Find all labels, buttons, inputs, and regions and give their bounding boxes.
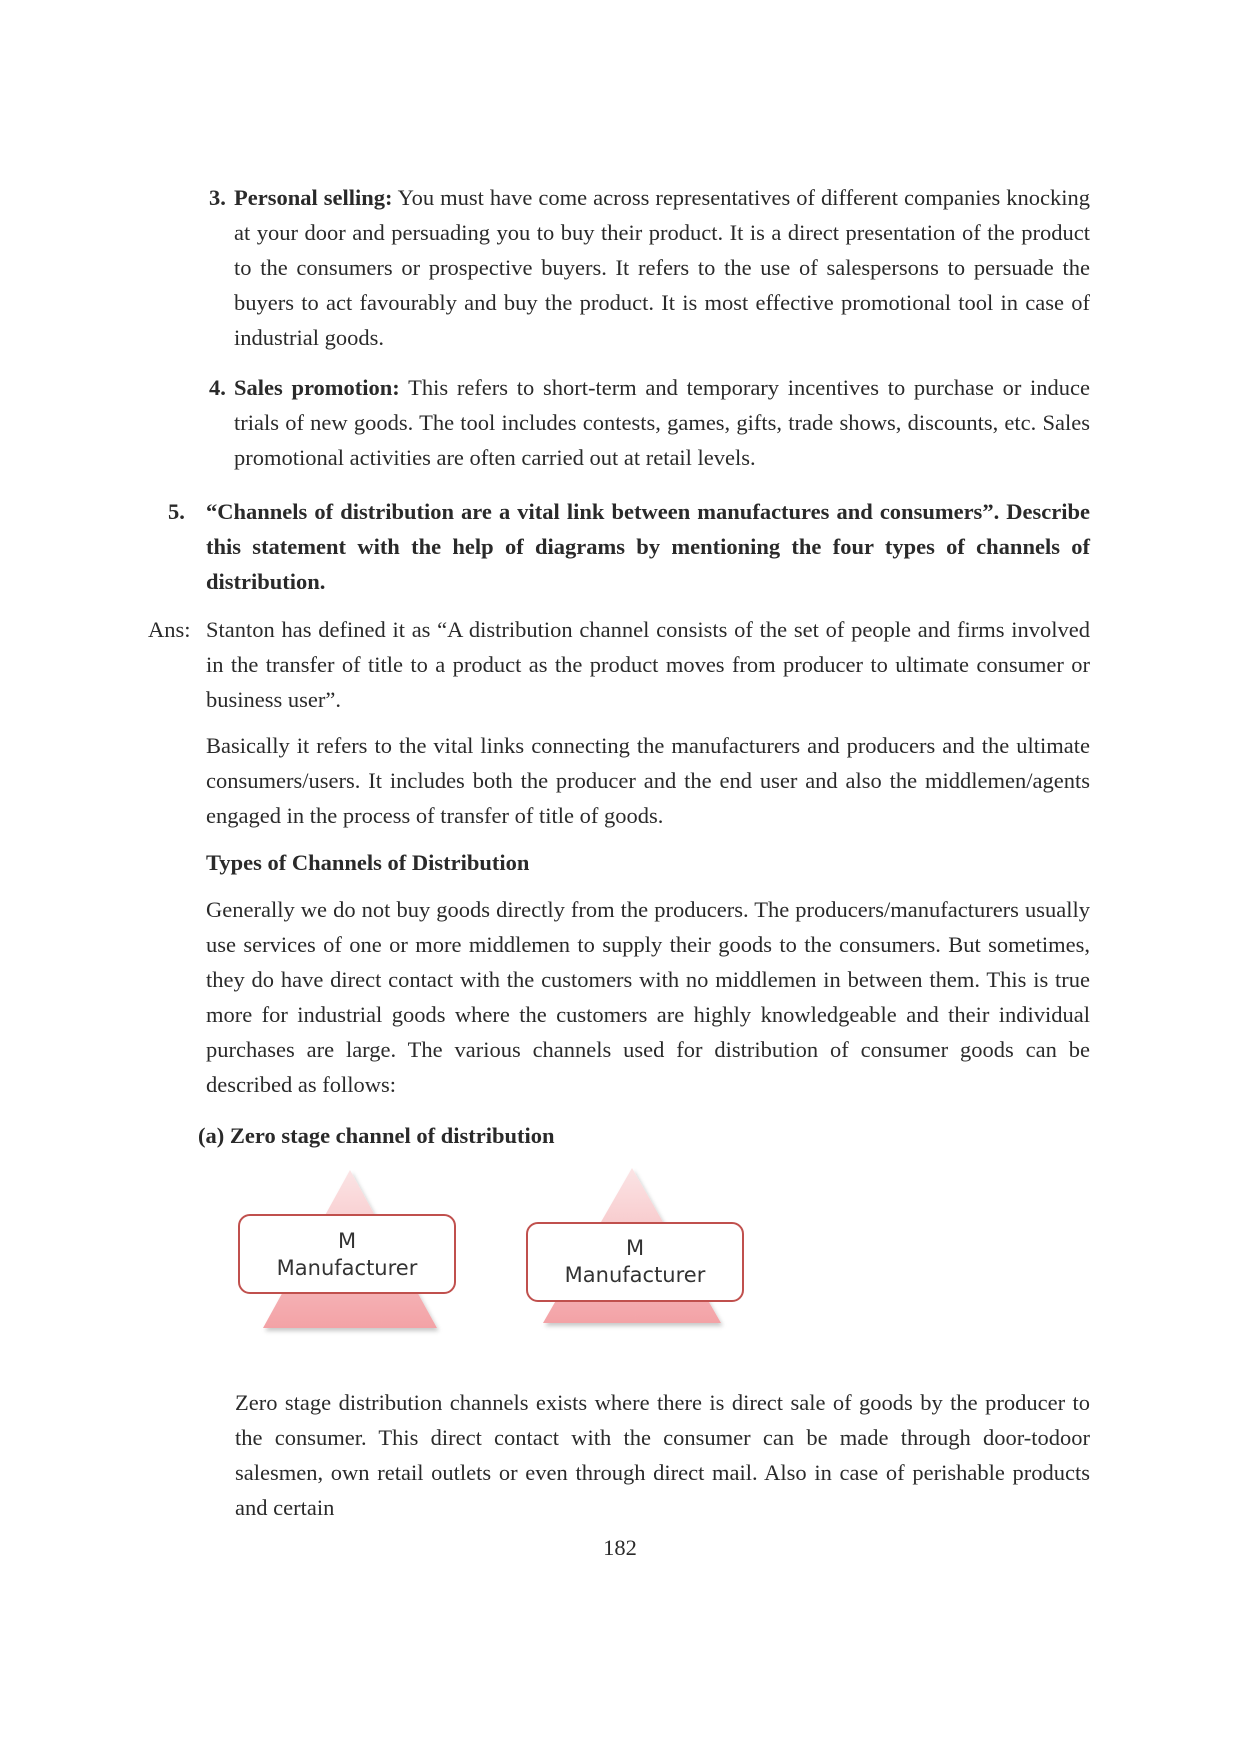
subsection-a-title: Zero stage channel of distribution: [229, 1123, 555, 1148]
left-box-line1: M: [337, 1229, 357, 1253]
right-manufacturer-box: [527, 1223, 743, 1301]
answer-paragraph-1-text: Stanton has defined it as “A distribution channel consists of the set of people and firms involved in the transfer of title to a product as the product moves from producer to ultimate consumer or business user”.: [206, 617, 1090, 712]
zero-stage-description: [235, 1385, 1090, 1525]
question-5-number: 5.: [168, 499, 185, 524]
answer-paragraph-1: [206, 612, 1090, 717]
answer-label: Ans:: [148, 617, 191, 642]
zero-stage-description-text: Zero stage distribution channels exists where there is direct sale of goods by the producer to the consumer. This direct contact with the consumer can be made through door-todoor salesmen, own retail outlets or even through direct mail. Also in case of perishable products and certain: [235, 1390, 1090, 1520]
types-heading-text: Types of Channels of Distribution: [206, 850, 530, 875]
subsection-a-heading: [198, 1118, 554, 1153]
left-manufacturer-box: [239, 1215, 455, 1293]
answer-paragraph-2: [206, 728, 1090, 833]
item-4-title: Sales promotion:: [234, 375, 400, 400]
answer-paragraph-2-text: Basically it refers to the vital links connecting the manufacturers and producers and the ultimate consumers/users. It includes both the producer and the end user and also the middlemen/agents engaged in the process of transfer of title of goods.: [206, 733, 1090, 828]
item-3-personal-selling: [234, 180, 1090, 355]
right-box-line2: Manufacturer: [564, 1263, 706, 1287]
zero-stage-diagram: [225, 1168, 765, 1388]
answer-paragraph-3: [206, 892, 1090, 1102]
right-manufacturer-diagram: [527, 1168, 743, 1323]
right-box-line1: M: [625, 1236, 645, 1260]
item-4-number: 4.: [209, 375, 226, 400]
item-4-sales-promotion: [234, 370, 1090, 475]
question-5-text: “Channels of distribution are a vital link between manufactures and consumers”. Describe this statement with the help of diagrams by mentioning the four types of channels of distribution.: [206, 499, 1090, 594]
item-4-text: This refers to short-term and temporary incentives to purchase or induce trials of new goods. The tool includes contests, games, gifts, trade shows, discounts, etc. Sales promotional activities are often carried out at retail levels.: [234, 375, 1091, 470]
question-5: [206, 494, 1090, 599]
subsection-a-label: (a): [198, 1123, 225, 1148]
item-3-title: Personal selling:: [234, 185, 393, 210]
answer-paragraph-3-text: Generally we do not buy goods directly from the producers. The producers/manufacturers usually use services of one or more middlemen to supply their goods to the consumers. But sometimes, they do have direct contact with the customers with no middlemen in between them. This is true more for industrial goods where the customers are highly knowledgeable and their individual purchases are large. The various channels used for distribution of consumer goods can be described as follows:: [206, 897, 1090, 1097]
left-manufacturer-diagram: [239, 1170, 455, 1328]
types-heading: [206, 845, 529, 880]
item-3-number: 3.: [209, 185, 226, 210]
item-3-text: You must have come across representatives of different companies knocking at your door and persuading you to buy their product. It is a direct presentation of the product to the consumers or prospective buyers. It refers to the use of salespersons to persuade the buyers to act favourably and buy the product. It is most effective promotional tool in case of industrial goods.: [234, 185, 1090, 350]
left-box-line2: Manufacturer: [276, 1256, 418, 1280]
page-number: 182: [603, 1535, 637, 1560]
